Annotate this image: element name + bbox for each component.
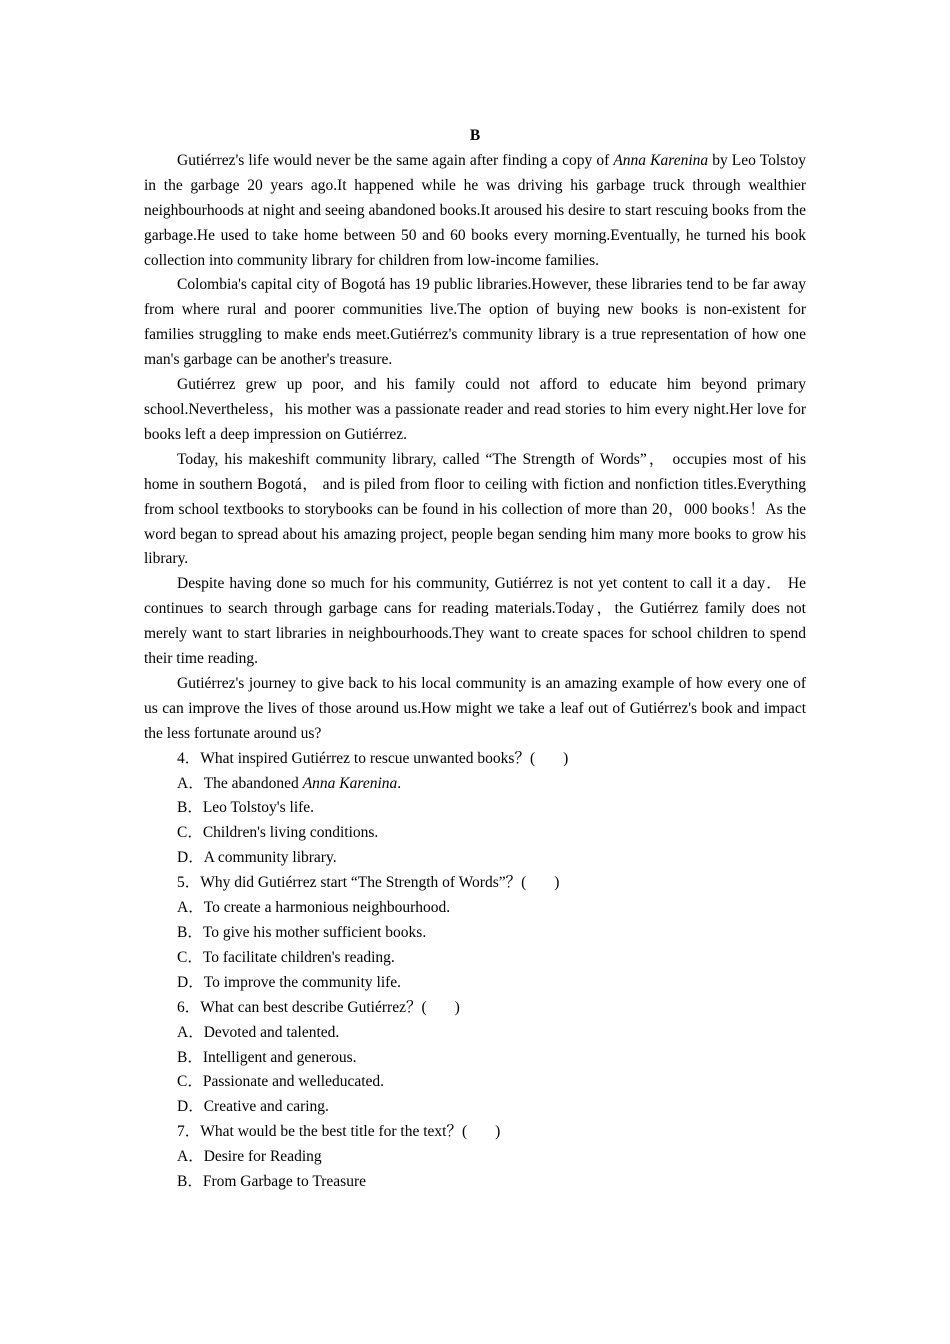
book-title: Anna Karenina	[302, 774, 398, 792]
question-stem: 7．What would be the best title for the text？( )	[177, 1123, 501, 1141]
question-stem: 4．What inspired Gutiérrez to rescue unwanted books？( )	[177, 749, 569, 767]
paragraph-4: Today, his makeshift community library, called “The Strength of Words”， occupies most of his home in southern Bogotá， and is piled from floor to ceiling with fiction and nonfiction titles.Everything from school textbooks to storybooks can be found in his collection of more than 20，000 books！As the word began to spread about his amazing project, people began sending him many more books to grow his library.	[144, 450, 806, 568]
option-d: D．A community library.	[177, 849, 337, 867]
paragraph-3: Gutiérrez grew up poor, and his family could not afford to educate him beyond primary school.Nevertheless，his mother was a passionate reader and read stories to him every night.Her love for books left a deep impression on Gutiérrez.	[144, 376, 806, 443]
question-stem: 5．Why did Gutiérrez start “The Strength of Words”？( )	[177, 874, 560, 892]
question-6	[144, 996, 806, 1121]
paragraph-6: Gutiérrez's journey to give back to his local community is an amazing example of how every one of us can improve the lives of those around us.How might we take a leaf out of Gutiérrez's book and impact the less fortunate around us?	[144, 674, 806, 742]
paragraph-1	[144, 149, 806, 274]
option-b: B．To give his mother sufficient books.	[177, 924, 427, 941]
document-page	[144, 124, 806, 1195]
question-stem: 6．What can best describe Gutiérrez？( )	[177, 998, 460, 1016]
paragraph-2: Colombia's capital city of Bogotá has 19 public libraries.However, these libraries tend to be far away from where rural and poorer communities live.The option of buying new books is non-existent for families struggling to make ends meet.Gutiérrez's community library is a true representation of how one man's garbage can be another's treasure.	[144, 276, 806, 369]
section-heading: B	[469, 127, 481, 144]
option-a: A．The abandoned Anna Karenina.	[177, 774, 402, 792]
option-d: D．To improve the community life.	[177, 973, 402, 991]
question-7	[144, 1120, 806, 1195]
option-b: B．From Garbage to Treasure	[177, 1173, 366, 1191]
paragraph-text: Gutiérrez's life would never be the same again after finding a copy of	[177, 151, 614, 169]
option-a: A．To create a harmonious neighbourhood.	[177, 899, 451, 917]
option-a: A．Desire for Reading	[177, 1148, 322, 1166]
option-d: D．Creative and caring.	[177, 1098, 329, 1116]
passage	[144, 149, 806, 747]
question-5	[144, 871, 806, 996]
option-b: B．Intelligent and generous.	[177, 1048, 357, 1066]
book-title: Anna Karenina	[613, 151, 709, 169]
option-c: C．Passionate and welleducated.	[177, 1073, 385, 1091]
question-4	[144, 747, 806, 872]
option-c: C．To facilitate children's reading.	[177, 948, 395, 966]
paragraph-5: Despite having done so much for his community, Gutiérrez is not yet content to call it a day． He continues to search through garbage cans for reading materials.Today，the Gutiérrez family does not merely want to start libraries in neighbourhoods.They want to create spaces for school children to spend their time reading.	[144, 575, 806, 668]
paragraph-text: by Leo Tolstoy in the garbage 20 years ago.It happened while he was driving his garbage truck through wealthier neighbourhoods at night and seeing abandoned books.It aroused his desire to start rescuing books from the garbage.He used to take home between 50 and 60 books every morning.Eventually, he turned his book collection into community library for children from low-income families.	[144, 151, 806, 269]
option-b: B．Leo Tolstoy's life.	[177, 799, 315, 817]
option-a: A．Devoted and talented.	[177, 1023, 340, 1041]
option-c: C．Children's living conditions.	[177, 824, 379, 842]
